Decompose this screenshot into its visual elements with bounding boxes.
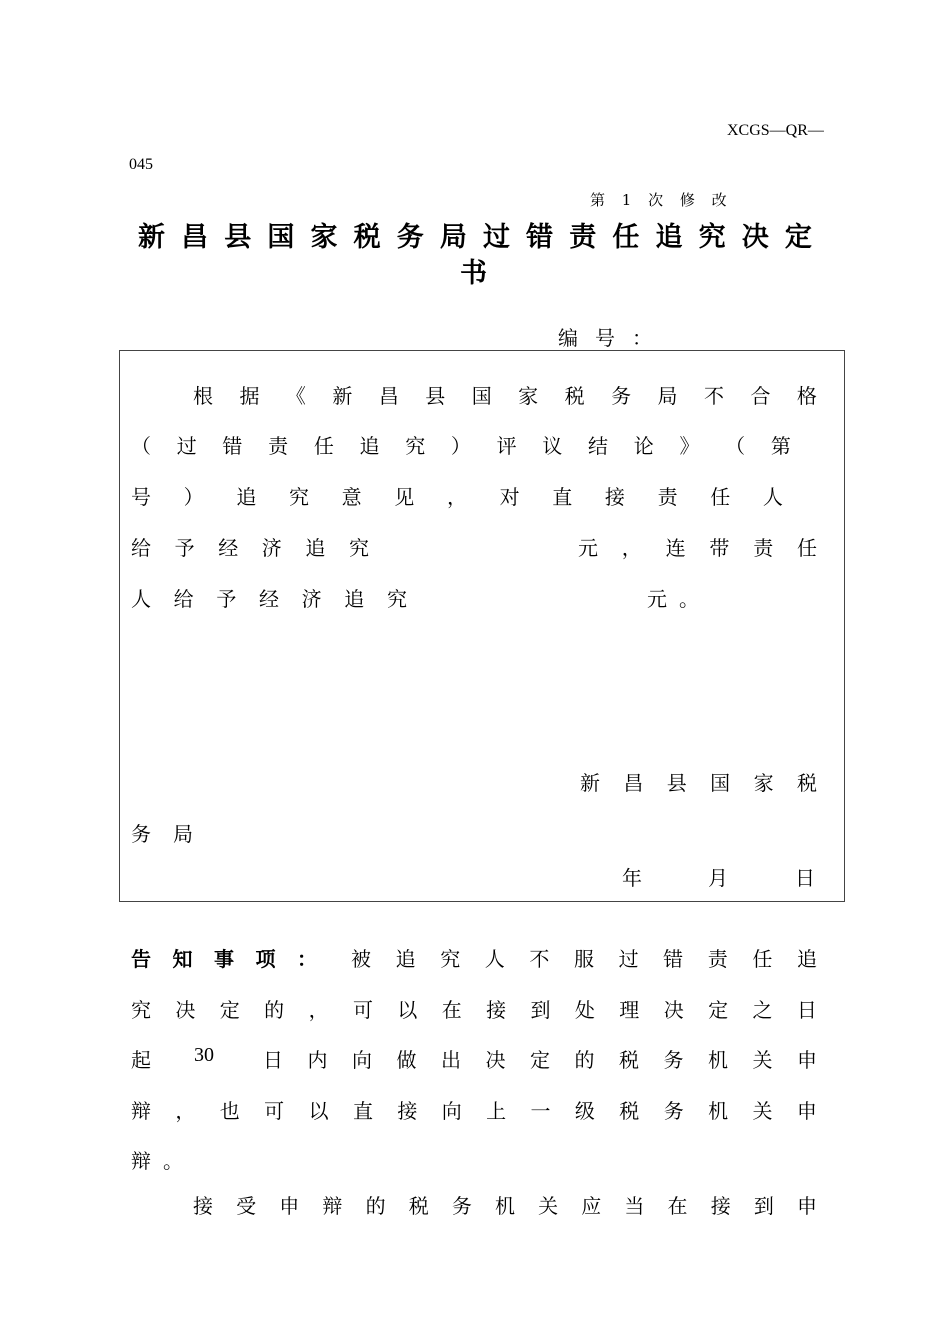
revision-note: 第 1 次 修 改: [590, 191, 733, 209]
decision-line-2: （ 过 错 责 任 追 究 ） 评 议 结 论 》 （ 第: [131, 434, 791, 458]
document-title-line1: 新 昌 县 国 家 税 务 局 过 错 责 任 追 究 决 定: [138, 222, 812, 253]
decision-line-4a: 给 予 经 济 追 究: [131, 536, 369, 560]
signature-line-1: 新 昌 县 国 家 税: [580, 771, 817, 795]
decision-line-1: 根 据 《 新 昌 县 国 家 税 务 局 不 合 格: [193, 384, 817, 408]
notice-line-3-start: 起: [131, 1048, 151, 1072]
document-number-label: 编 号 ：: [558, 326, 652, 350]
date-day: 日: [795, 866, 815, 890]
date-year: 年: [622, 866, 642, 890]
notice-days-number: 30: [194, 1044, 214, 1066]
form-code: XCGS—QR—: [727, 122, 824, 139]
notice-line-2: 究 决 定 的 ， 可 以 在 接 到 处 理 决 定 之 日: [131, 998, 817, 1022]
decision-line-3: 号 ） 追 究 意 见 ， 对 直 接 责 任 人: [131, 485, 783, 509]
notice-line-4: 辩 ， 也 可 以 直 接 向 上 一 级 税 务 机 关 申: [131, 1099, 817, 1123]
form-code-number: 045: [129, 156, 153, 173]
decision-line-5b: 元 。: [647, 587, 699, 611]
date-month: 月: [708, 866, 728, 890]
notice-line-5: 辩 。: [131, 1149, 183, 1173]
signature-line-2: 务 局: [131, 822, 193, 846]
notice-label: 告 知 事 项 ：: [131, 947, 317, 971]
decision-line-5a: 人 给 予 经 济 追 究: [131, 587, 407, 611]
notice-line-3: 日 内 向 做 出 决 定 的 税 务 机 关 申: [263, 1048, 817, 1072]
notice-line-6: 接 受 申 辩 的 税 务 机 关 应 当 在 接 到 申: [193, 1194, 817, 1218]
notice-line-1: 被 追 究 人 不 服 过 错 责 任 追: [351, 947, 817, 971]
document-title-line2: 书: [460, 258, 487, 289]
decision-line-4b: 元 ， 连 带 责 任: [578, 536, 817, 560]
